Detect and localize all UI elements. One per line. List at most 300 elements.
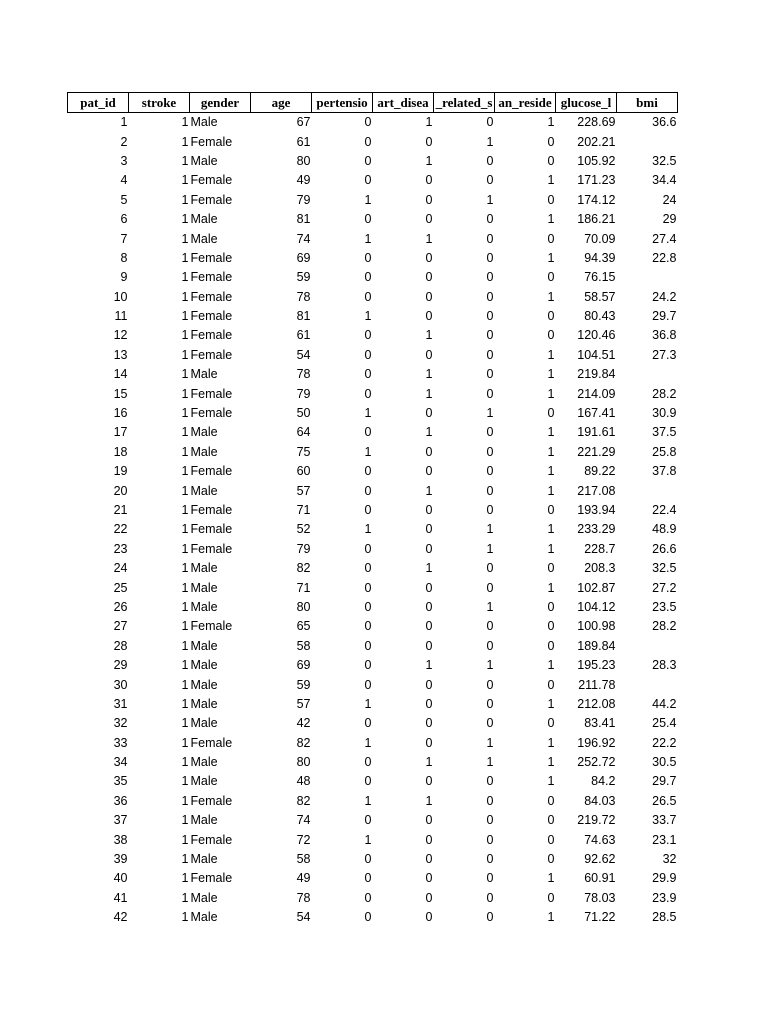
cell-urban-residence: 0 (547, 852, 555, 867)
cell-age: 67 (296, 115, 311, 130)
table-row (68, 675, 678, 694)
cell-bmi: 37.5 (652, 425, 677, 440)
cell-bmi: 33.7 (652, 813, 677, 828)
cell-age: 72 (296, 832, 311, 847)
cell-stroke: 1 (181, 522, 189, 537)
cell-pat-id: 41 (113, 890, 128, 905)
cell-bmi: 29.7 (652, 774, 677, 789)
cell-hypertension: 0 (364, 367, 372, 382)
cell-age: 69 (296, 250, 311, 265)
cell-bmi: 22.2 (652, 735, 677, 750)
cell-avg-glucose-level: 84.2 (591, 774, 616, 789)
cell-hypertension: 0 (364, 890, 372, 905)
header-bmi: bmi (617, 93, 678, 113)
cell-stroke: 1 (181, 192, 189, 207)
cell-hypertension: 1 (364, 696, 372, 711)
cell-work-related-stress: 0 (486, 832, 494, 847)
cell-pat-id: 2 (120, 134, 128, 149)
cell-work-related-stress: 1 (486, 192, 494, 207)
cell-urban-residence: 0 (547, 153, 555, 168)
cell-hypertension: 0 (364, 638, 372, 653)
cell-gender: Male (190, 755, 218, 770)
cell-gender: Male (190, 367, 218, 382)
cell-gender: Male (190, 890, 218, 905)
cell-heart-disease: 1 (425, 425, 433, 440)
cell-pat-id: 1 (120, 115, 128, 130)
cell-bmi (617, 268, 678, 287)
cell-heart-disease: 0 (425, 270, 433, 285)
cell-heart-disease: 1 (425, 755, 433, 770)
cell-hypertension: 0 (364, 561, 372, 576)
cell-urban-residence: 1 (547, 212, 555, 227)
cell-heart-disease: 0 (425, 134, 433, 149)
cell-hypertension: 0 (364, 852, 372, 867)
cell-heart-disease: 0 (425, 250, 433, 265)
cell-bmi: 26.6 (652, 541, 677, 556)
table-row (68, 559, 678, 578)
cell-heart-disease: 0 (425, 852, 433, 867)
cell-stroke: 1 (181, 852, 189, 867)
cell-bmi: 30.5 (652, 755, 677, 770)
cell-heart-disease: 0 (425, 832, 433, 847)
cell-avg-glucose-level: 221.29 (577, 444, 616, 459)
cell-urban-residence: 1 (547, 444, 555, 459)
cell-hypertension: 0 (364, 677, 372, 692)
table-row (68, 889, 678, 908)
cell-pat-id: 6 (120, 212, 128, 227)
table-row (68, 501, 678, 520)
cell-heart-disease: 0 (425, 774, 433, 789)
cell-pat-id: 16 (113, 406, 128, 421)
cell-heart-disease: 1 (425, 231, 433, 246)
cell-avg-glucose-level: 74.63 (584, 832, 616, 847)
cell-hypertension: 0 (364, 871, 372, 886)
cell-avg-glucose-level: 171.23 (577, 173, 616, 188)
cell-gender: Male (190, 716, 218, 731)
cell-hypertension: 1 (364, 522, 372, 537)
cell-bmi: 23.5 (652, 599, 677, 614)
cell-stroke: 1 (181, 541, 189, 556)
cell-age: 42 (296, 716, 311, 731)
cell-stroke: 1 (181, 153, 189, 168)
cell-hypertension: 0 (364, 716, 372, 731)
table-row (68, 656, 678, 675)
cell-stroke: 1 (181, 910, 189, 925)
table-row (68, 152, 678, 171)
cell-age: 69 (296, 658, 311, 673)
cell-pat-id: 20 (113, 483, 128, 498)
table-row (68, 908, 678, 927)
cell-stroke: 1 (181, 580, 189, 595)
cell-bmi: 36.6 (652, 115, 677, 130)
cell-avg-glucose-level: 195.23 (577, 658, 616, 673)
cell-gender: Male (190, 212, 218, 227)
cell-hypertension: 1 (364, 192, 372, 207)
cell-stroke: 1 (181, 619, 189, 634)
cell-gender: Female (190, 503, 233, 517)
cell-age: 57 (296, 696, 311, 711)
cell-stroke: 1 (181, 406, 189, 421)
header-urban-residence: an_reside (495, 93, 556, 113)
cell-stroke: 1 (181, 503, 189, 517)
table-row (68, 481, 678, 500)
cell-work-related-stress: 0 (486, 580, 494, 595)
cell-age: 82 (296, 793, 311, 808)
cell-avg-glucose-level: 212.08 (577, 696, 616, 711)
cell-hypertension: 1 (364, 231, 372, 246)
table-row (68, 850, 678, 869)
cell-work-related-stress: 0 (486, 793, 494, 808)
cell-hypertension: 0 (364, 541, 372, 556)
cell-age: 78 (296, 367, 311, 382)
cell-pat-id: 37 (113, 813, 128, 828)
table-row (68, 132, 678, 151)
table-row (68, 462, 678, 481)
cell-urban-residence: 0 (547, 793, 555, 808)
table-body (68, 113, 678, 928)
cell-hypertension: 0 (364, 619, 372, 634)
cell-urban-residence: 1 (547, 367, 555, 382)
cell-age: 79 (296, 541, 311, 556)
cell-bmi: 23.9 (652, 890, 677, 905)
cell-work-related-stress: 1 (486, 599, 494, 614)
cell-heart-disease: 0 (425, 173, 433, 188)
cell-heart-disease: 1 (425, 328, 433, 343)
cell-age: 59 (296, 677, 311, 692)
cell-bmi: 28.2 (652, 386, 677, 401)
cell-stroke: 1 (181, 309, 189, 324)
cell-pat-id: 5 (120, 192, 128, 207)
cell-hypertension: 0 (364, 115, 372, 130)
cell-avg-glucose-level: 233.29 (577, 522, 616, 537)
cell-work-related-stress: 1 (486, 406, 494, 421)
cell-avg-glucose-level: 167.41 (577, 406, 616, 421)
cell-gender: Male (190, 658, 218, 673)
cell-pat-id: 17 (113, 425, 128, 440)
cell-age: 82 (296, 735, 311, 750)
cell-heart-disease: 0 (425, 541, 433, 556)
cell-urban-residence: 1 (547, 250, 555, 265)
cell-heart-disease: 0 (425, 212, 433, 227)
cell-urban-residence: 0 (547, 134, 555, 149)
table-row (68, 540, 678, 559)
cell-gender: Female (190, 386, 233, 401)
cell-urban-residence: 1 (547, 541, 555, 556)
table-row (68, 365, 678, 384)
cell-gender: Female (190, 735, 233, 750)
table-row (68, 404, 678, 423)
cell-urban-residence: 1 (547, 658, 555, 673)
table-row (68, 191, 678, 210)
cell-bmi: 28.5 (652, 910, 677, 925)
cell-pat-id: 10 (113, 289, 128, 304)
cell-stroke: 1 (181, 483, 189, 498)
table-row (68, 617, 678, 636)
cell-gender: Female (190, 173, 233, 188)
cell-age: 80 (296, 599, 311, 614)
cell-stroke: 1 (181, 677, 189, 692)
cell-gender: Female (190, 406, 233, 421)
cell-urban-residence: 0 (547, 638, 555, 653)
cell-work-related-stress: 1 (486, 134, 494, 149)
cell-heart-disease: 0 (425, 716, 433, 731)
cell-work-related-stress: 1 (486, 522, 494, 537)
cell-age: 81 (296, 212, 311, 227)
cell-age: 58 (296, 852, 311, 867)
cell-bmi: 32.5 (652, 153, 677, 168)
cell-heart-disease: 0 (425, 677, 433, 692)
cell-hypertension: 1 (364, 444, 372, 459)
cell-bmi: 27.3 (652, 347, 677, 362)
cell-bmi: 30.9 (652, 406, 677, 421)
cell-work-related-stress: 1 (486, 541, 494, 556)
cell-gender: Female (190, 270, 233, 285)
cell-work-related-stress: 0 (486, 774, 494, 789)
cell-bmi (617, 365, 678, 384)
cell-pat-id: 18 (113, 444, 128, 459)
cell-work-related-stress: 0 (486, 464, 494, 479)
cell-pat-id: 42 (113, 910, 128, 925)
cell-avg-glucose-level: 189.84 (577, 638, 616, 653)
header-row (68, 93, 678, 113)
cell-pat-id: 13 (113, 347, 128, 362)
cell-hypertension: 0 (364, 250, 372, 265)
cell-urban-residence: 0 (547, 677, 555, 692)
table-row (68, 734, 678, 753)
cell-bmi: 28.3 (652, 658, 677, 673)
table-row (68, 811, 678, 830)
cell-stroke: 1 (181, 464, 189, 479)
cell-hypertension: 0 (364, 599, 372, 614)
cell-heart-disease: 0 (425, 910, 433, 925)
cell-work-related-stress: 0 (486, 425, 494, 440)
cell-gender: Male (190, 561, 218, 576)
cell-avg-glucose-level: 252.72 (577, 755, 616, 770)
cell-urban-residence: 1 (547, 580, 555, 595)
cell-avg-glucose-level: 80.43 (584, 309, 616, 324)
cell-work-related-stress: 0 (486, 852, 494, 867)
cell-age: 78 (296, 890, 311, 905)
cell-stroke: 1 (181, 696, 189, 711)
cell-pat-id: 22 (113, 522, 128, 537)
cell-urban-residence: 1 (547, 483, 555, 498)
cell-hypertension: 0 (364, 755, 372, 770)
cell-age: 48 (296, 774, 311, 789)
cell-hypertension: 1 (364, 735, 372, 750)
cell-hypertension: 0 (364, 813, 372, 828)
cell-work-related-stress: 0 (486, 638, 494, 653)
cell-urban-residence: 0 (547, 406, 555, 421)
cell-hypertension: 0 (364, 212, 372, 227)
cell-work-related-stress: 1 (486, 735, 494, 750)
cell-heart-disease: 1 (425, 153, 433, 168)
cell-work-related-stress: 0 (486, 716, 494, 731)
table-row (68, 249, 678, 268)
table-row (68, 268, 678, 287)
cell-heart-disease: 0 (425, 444, 433, 459)
cell-work-related-stress: 0 (486, 212, 494, 227)
cell-pat-id: 28 (113, 638, 128, 653)
table-row (68, 714, 678, 733)
cell-heart-disease: 0 (425, 406, 433, 421)
cell-heart-disease: 1 (425, 561, 433, 576)
cell-urban-residence: 1 (547, 115, 555, 130)
cell-heart-disease: 0 (425, 464, 433, 479)
cell-hypertension: 0 (364, 347, 372, 362)
cell-work-related-stress: 0 (486, 309, 494, 324)
cell-hypertension: 0 (364, 328, 372, 343)
cell-work-related-stress: 0 (486, 328, 494, 343)
cell-stroke: 1 (181, 735, 189, 750)
cell-heart-disease: 0 (425, 309, 433, 324)
header-pat-id: pat_id (68, 93, 129, 113)
cell-gender: Male (190, 425, 218, 440)
cell-stroke: 1 (181, 328, 189, 343)
cell-stroke: 1 (181, 755, 189, 770)
cell-heart-disease: 0 (425, 890, 433, 905)
cell-stroke: 1 (181, 425, 189, 440)
cell-urban-residence: 1 (547, 755, 555, 770)
cell-age: 54 (296, 347, 311, 362)
cell-stroke: 1 (181, 231, 189, 246)
cell-bmi (617, 637, 678, 656)
cell-hypertension: 0 (364, 580, 372, 595)
table-row (68, 229, 678, 248)
cell-bmi: 32 (662, 852, 677, 867)
cell-hypertension: 0 (364, 483, 372, 498)
cell-hypertension: 1 (364, 406, 372, 421)
cell-hypertension: 1 (364, 832, 372, 847)
cell-pat-id: 21 (113, 503, 128, 517)
cell-stroke: 1 (181, 212, 189, 227)
cell-work-related-stress: 0 (486, 270, 494, 285)
cell-avg-glucose-level: 219.84 (577, 367, 616, 382)
header-heart-disease: art_disea (373, 93, 434, 113)
table-row (68, 307, 678, 326)
cell-age: 79 (296, 386, 311, 401)
cell-age: 61 (296, 134, 311, 149)
cell-bmi: 48.9 (652, 522, 677, 537)
cell-gender: Male (190, 483, 218, 498)
cell-avg-glucose-level: 94.39 (584, 250, 616, 265)
cell-urban-residence: 0 (547, 192, 555, 207)
cell-avg-glucose-level: 104.12 (577, 599, 616, 614)
cell-heart-disease: 1 (425, 658, 433, 673)
cell-hypertension: 0 (364, 386, 372, 401)
cell-pat-id: 30 (113, 677, 128, 692)
cell-pat-id: 3 (120, 153, 128, 168)
table-row (68, 598, 678, 617)
cell-avg-glucose-level: 228.69 (577, 115, 616, 130)
cell-avg-glucose-level: 70.09 (584, 231, 616, 246)
cell-heart-disease: 1 (425, 793, 433, 808)
cell-age: 78 (296, 289, 311, 304)
cell-pat-id: 4 (120, 173, 128, 188)
cell-avg-glucose-level: 214.09 (577, 386, 616, 401)
cell-gender: Male (190, 774, 218, 789)
cell-urban-residence: 0 (547, 561, 555, 576)
cell-avg-glucose-level: 120.46 (577, 328, 616, 343)
cell-stroke: 1 (181, 638, 189, 653)
cell-stroke: 1 (181, 347, 189, 362)
cell-urban-residence: 1 (547, 871, 555, 886)
cell-stroke: 1 (181, 871, 189, 886)
cell-gender: Male (190, 910, 218, 925)
header-hypertension: pertensio (312, 93, 373, 113)
cell-avg-glucose-level: 92.62 (584, 852, 616, 867)
table-row (68, 288, 678, 307)
cell-gender: Female (190, 289, 233, 304)
cell-pat-id: 38 (113, 832, 128, 847)
cell-urban-residence: 0 (547, 619, 555, 634)
cell-urban-residence: 0 (547, 309, 555, 324)
cell-age: 65 (296, 619, 311, 634)
cell-gender: Male (190, 153, 218, 168)
table-row (68, 695, 678, 714)
cell-stroke: 1 (181, 134, 189, 149)
cell-gender: Male (190, 638, 218, 653)
cell-bmi (617, 481, 678, 500)
cell-avg-glucose-level: 219.72 (577, 813, 616, 828)
cell-bmi: 29.7 (652, 309, 677, 324)
cell-pat-id: 8 (120, 250, 128, 265)
cell-work-related-stress: 0 (486, 250, 494, 265)
cell-bmi: 27.4 (652, 231, 677, 246)
cell-bmi: 24.2 (652, 289, 677, 304)
cell-pat-id: 32 (113, 716, 128, 731)
cell-age: 71 (296, 580, 311, 595)
cell-avg-glucose-level: 60.91 (584, 871, 616, 886)
cell-urban-residence: 1 (547, 696, 555, 711)
cell-work-related-stress: 0 (486, 619, 494, 634)
cell-gender: Female (190, 793, 233, 808)
cell-heart-disease: 0 (425, 871, 433, 886)
cell-avg-glucose-level: 193.94 (577, 503, 616, 517)
cell-age: 52 (296, 522, 311, 537)
cell-hypertension: 0 (364, 658, 372, 673)
cell-gender: Female (190, 309, 233, 324)
cell-bmi: 25.8 (652, 444, 677, 459)
cell-work-related-stress: 0 (486, 696, 494, 711)
cell-work-related-stress: 0 (486, 173, 494, 188)
cell-gender: Female (190, 134, 233, 149)
cell-pat-id: 9 (120, 270, 128, 285)
cell-pat-id: 14 (113, 367, 128, 382)
table-row (68, 578, 678, 597)
cell-stroke: 1 (181, 270, 189, 285)
cell-avg-glucose-level: 58.57 (584, 289, 616, 304)
cell-bmi: 22.4 (652, 503, 677, 517)
cell-stroke: 1 (181, 832, 189, 847)
cell-pat-id: 24 (113, 561, 128, 576)
cell-heart-disease: 1 (425, 367, 433, 382)
header-stroke: stroke (129, 93, 190, 113)
cell-hypertension: 1 (364, 793, 372, 808)
cell-urban-residence: 0 (547, 328, 555, 343)
cell-work-related-stress: 0 (486, 231, 494, 246)
cell-gender: Male (190, 599, 218, 614)
cell-work-related-stress: 0 (486, 483, 494, 498)
cell-urban-residence: 1 (547, 774, 555, 789)
cell-heart-disease: 0 (425, 289, 433, 304)
cell-avg-glucose-level: 174.12 (577, 192, 616, 207)
cell-heart-disease: 0 (425, 503, 433, 517)
cell-avg-glucose-level: 217.08 (577, 483, 616, 498)
cell-pat-id: 31 (113, 696, 128, 711)
cell-bmi: 25.4 (652, 716, 677, 731)
table-row (68, 830, 678, 849)
cell-age: 49 (296, 173, 311, 188)
